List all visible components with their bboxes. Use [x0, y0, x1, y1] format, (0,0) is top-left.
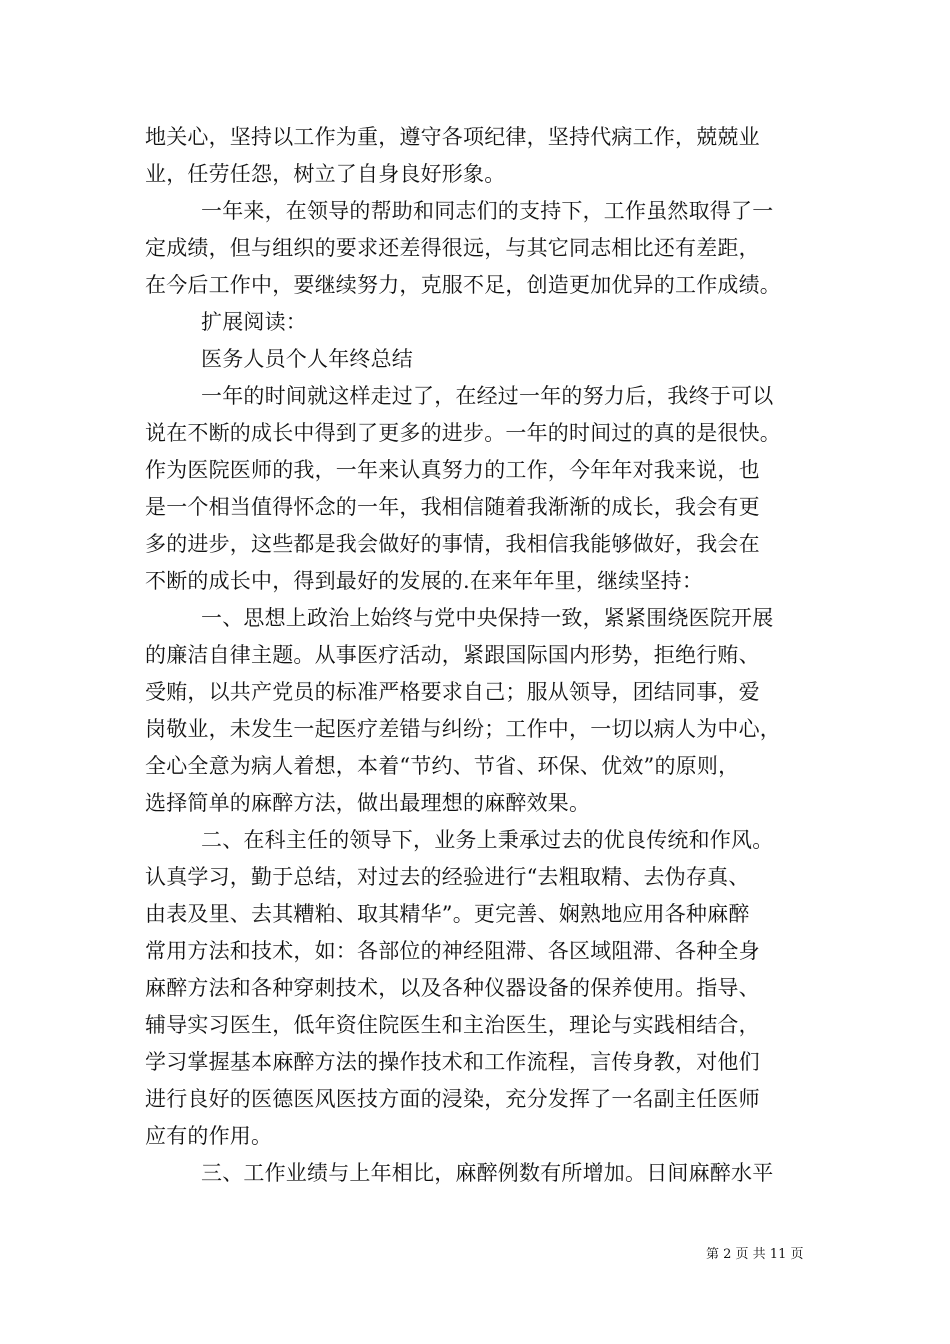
- text-line: 一年的时间就这样走过了，在经过一年的努力后，我终于可以: [201, 384, 774, 408]
- text-line: 一、思想上政治上始终与党中央保持一致，紧紧围绕医院开展: [201, 606, 774, 630]
- text-line: 是一个相当值得怀念的一年，我相信随着我渐渐的成长，我会有更: [145, 495, 760, 519]
- text-line: 业，任劳任怨，树立了自身良好形象。: [145, 162, 506, 186]
- text-line: 常用方法和技术，如：各部位的神经阻滞、各区域阻滞、各种全身: [145, 939, 760, 963]
- text-line: 认真学习，勤于总结，对过去的经验进行“去粗取精、去伪存真、: [145, 865, 750, 889]
- text-line: 受贿，以共产党员的标准严格要求自己；服从领导，团结同事，爱: [145, 680, 760, 704]
- text-line: 说在不断的成长中得到了更多的进步。一年的时间过的真的是很快。: [145, 421, 781, 445]
- text-line: 学习掌握基本麻醉方法的操作技术和工作流程，言传身教，对他们: [145, 1050, 760, 1074]
- text-line: 全心全意为病人着想，本着“节约、节省、环保、优效”的原则，: [145, 754, 740, 778]
- text-line: 进行良好的医德医风医技方面的浸染，充分发挥了一名副主任医师: [145, 1087, 760, 1111]
- text-line: 不断的成长中，得到最好的发展的.在来年年里，继续坚持：: [145, 569, 704, 593]
- text-line: 二、在科主任的领导下，业务上秉承过去的优良传统和作风。: [201, 828, 774, 852]
- section-heading: 医务人员个人年终总结: [201, 347, 413, 371]
- text-line: 的廉洁自律主题。从事医疗活动，紧跟国际国内形势，拒绝行贿、: [145, 643, 760, 667]
- page-number-footer: 第 2 页 共 11 页: [706, 1247, 804, 1262]
- text-line: 辅导实习医生，低年资住院医生和主治医生，理论与实践相结合，: [145, 1013, 760, 1037]
- text-line: 岗敬业，未发生一起医疗差错与纠纷；工作中，一切以病人为中心，: [145, 717, 781, 741]
- text-line: 作为医院医师的我，一年来认真努力的工作，今年年对我来说，也: [145, 458, 760, 482]
- text-line: 由表及里、去其糟粕、取其精华”。更完善、娴熟地应用各种麻醉: [145, 902, 750, 926]
- text-line: 应有的作用。: [145, 1124, 273, 1148]
- text-line: 三、工作业绩与上年相比，麻醉例数有所增加。日间麻醉水平: [201, 1161, 774, 1185]
- text-line: 多的进步，这些都是我会做好的事情，我相信我能够做好，我会在: [145, 532, 760, 556]
- text-line: 一年来，在领导的帮助和同志们的支持下，工作虽然取得了一: [201, 199, 774, 223]
- text-line: 选择简单的麻醉方法，做出最理想的麻醉效果。: [145, 791, 591, 815]
- text-line: 麻醉方法和各种穿刺技术，以及各种仪器设备的保养使用。指导、: [145, 976, 760, 1000]
- text-line: 在今后工作中，要继续努力，克服不足，创造更加优异的工作成绩。: [145, 273, 781, 297]
- text-line: 地关心，坚持以工作为重，遵守各项纪律，坚持代病工作，兢兢业: [145, 125, 760, 149]
- text-line: 定成绩，但与组织的要求还差得很远，与其它同志相比还有差距，: [145, 236, 760, 260]
- text-line: 扩展阅读：: [201, 310, 307, 334]
